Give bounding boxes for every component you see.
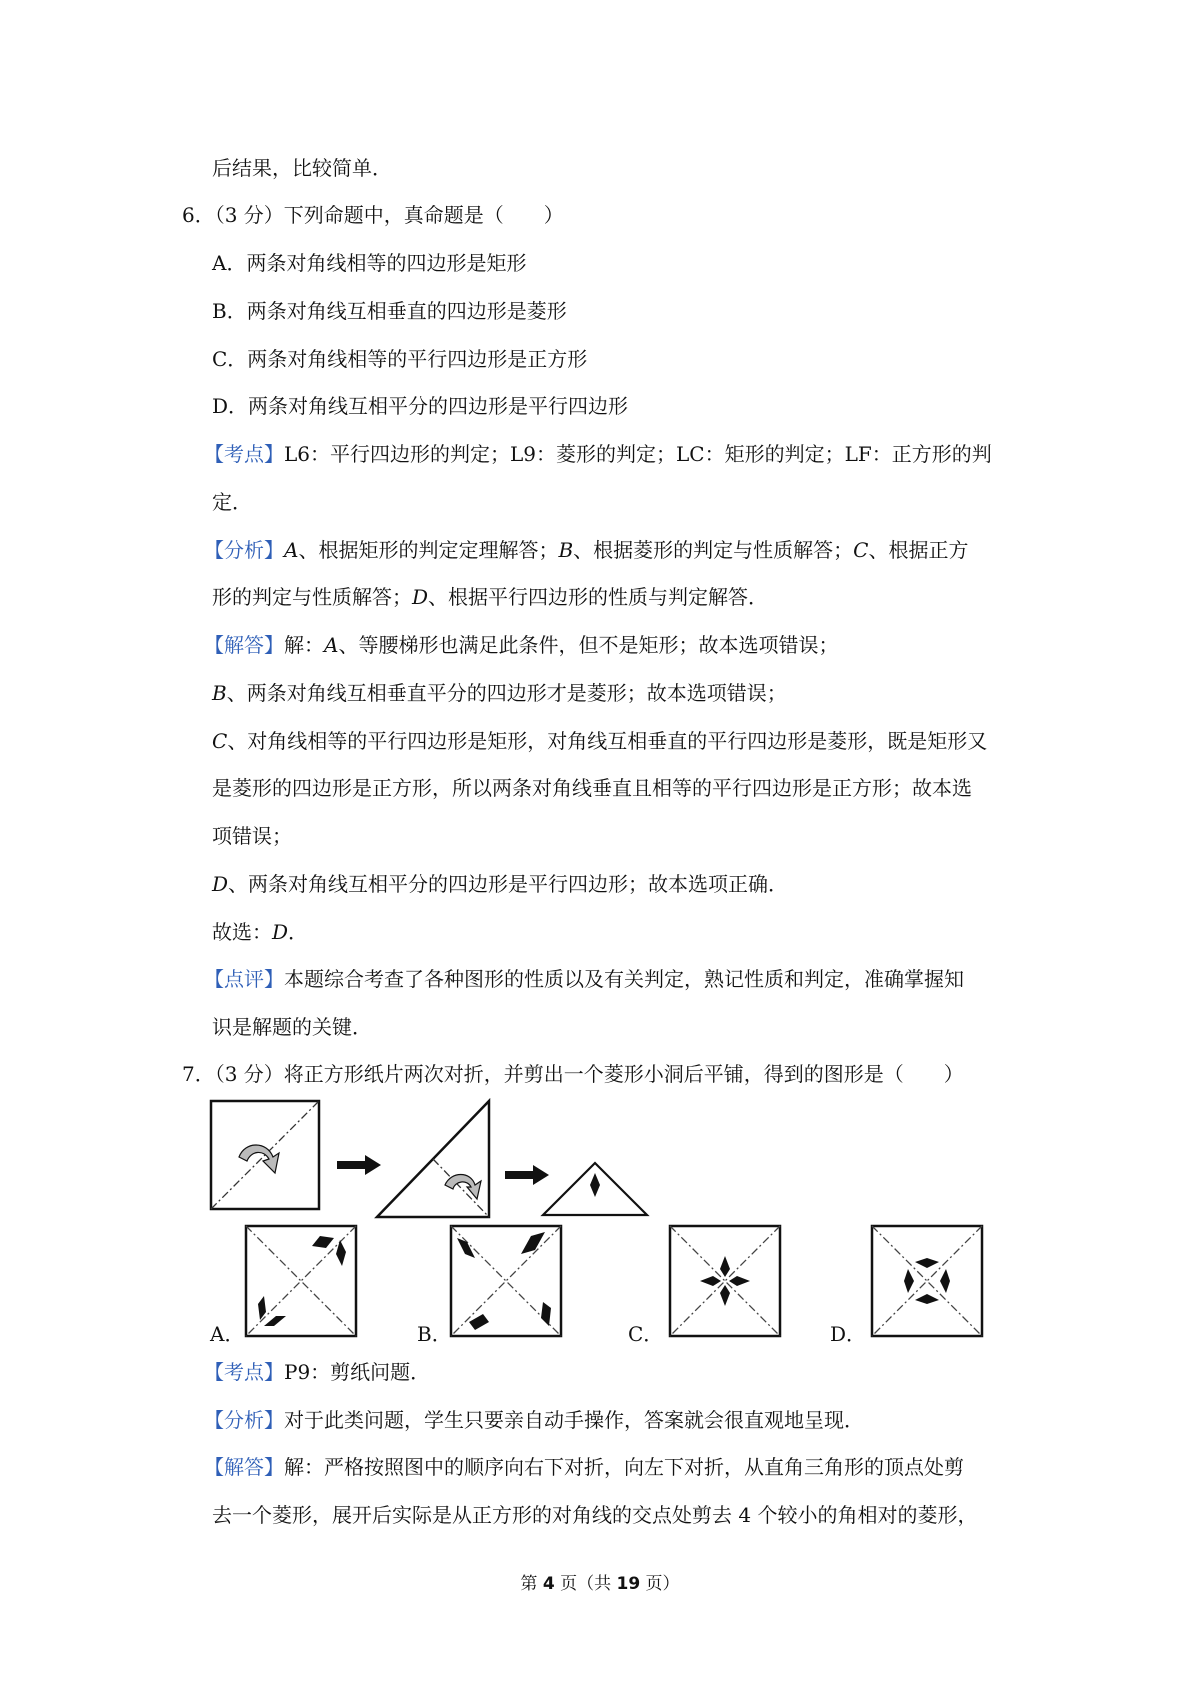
page-number: 4 (542, 1574, 555, 1594)
variable: A (284, 538, 299, 562)
kaodian-line (204, 440, 992, 468)
option-a: A．两条对角线相等的四边形是矩形 (212, 251, 527, 275)
variable: C (853, 538, 869, 562)
right-arrow-icon (505, 1165, 549, 1185)
kaodian-tag: 【考点】 (204, 1360, 284, 1384)
text: 、根据矩形的判定定理解答； (298, 538, 559, 562)
variable: B (558, 538, 574, 562)
option-d-label: D． (830, 1322, 867, 1346)
option-d-figure (868, 1222, 986, 1340)
total-pages: 19 (616, 1574, 641, 1594)
text-line (212, 870, 788, 898)
jieda-line (204, 1453, 964, 1481)
text: 、对角线相等的平行四边形是矩形，对角线互相垂直的平行四边形是菱形，既是矩形又 (227, 729, 988, 753)
option-c: C．两条对角线相等的平行四边形是正方形 (212, 347, 588, 371)
option-b-label: B． (417, 1322, 452, 1346)
text-line: 后结果，比较简单． (212, 156, 392, 180)
fenxi-line (204, 536, 968, 564)
kaodian-tag: 【考点】 (204, 442, 284, 466)
option-c-label: C． (628, 1322, 664, 1346)
footer-text: 第 (520, 1574, 543, 1594)
jieda-line (204, 631, 838, 659)
text-line: 是菱形的四边形是正方形，所以两条对角线垂直且相等的平行四边形是正方形；故本选 (212, 776, 972, 800)
text: 、两条对角线互相平分的四边形是平行四边形；故本选项正确． (228, 872, 789, 896)
variable: B (212, 681, 227, 705)
text-line (212, 583, 768, 611)
footer-text: 页） (640, 1574, 680, 1594)
variable: A (324, 633, 339, 657)
dianping-tag: 【点评】 (204, 967, 284, 991)
variable: D (412, 585, 429, 609)
text-line: 项错误； (212, 824, 292, 848)
page-footer (0, 1572, 1200, 1596)
fenxi-tag: 【分析】 (204, 1408, 284, 1432)
text-line: 去一个菱形，展开后实际是从正方形的对角线的交点处剪去 4 个较小的角相对的菱形， (212, 1503, 978, 1527)
text-line: 定． (212, 490, 252, 514)
variable: C (212, 729, 228, 753)
fenxi-line (204, 1406, 864, 1434)
text: P9：剪纸问题． (284, 1360, 431, 1384)
text: 、根据正方 (868, 538, 969, 562)
text: 对于此类问题，学生只要亲自动手操作，答案就会很直观地呈现． (284, 1408, 864, 1432)
text: 、两条对角线互相垂直平分的四边形才是菱形；故本选项错误； (226, 681, 787, 705)
text: 、根据菱形的判定与性质解答； (573, 538, 854, 562)
kaodian-line (204, 1358, 430, 1386)
question-6-stem: 6．（3 分）下列命题中，真命题是（ ） (182, 203, 564, 227)
text-line (212, 727, 987, 755)
jieda-tag: 【解答】 (204, 633, 284, 657)
kaodian-text: L6：平行四边形的判定；L9：菱形的判定；LC：矩形的判定；LF：正方形的判 (284, 442, 992, 466)
question-7-stem: 7．（3 分）将正方形纸片两次对折，并剪出一个菱形小洞后平铺，得到的图形是（ ） (182, 1062, 964, 1086)
folding-process-figure (205, 1095, 675, 1223)
option-c-figure (666, 1222, 784, 1340)
option-a-figure (242, 1222, 360, 1340)
variable: D (272, 920, 289, 944)
text: 解：严格按照图中的顺序向右下对折，向左下对折，从直角三角形的顶点处剪 (284, 1455, 964, 1479)
right-arrow-icon (337, 1155, 381, 1175)
text: 、根据平行四边形的性质与判定解答． (428, 585, 769, 609)
text: 、等腰梯形也满足此条件，但不是矩形；故本选项错误； (338, 633, 839, 657)
text: 解： (284, 633, 324, 657)
variable: D (212, 872, 229, 896)
text-line (212, 679, 787, 707)
text-line: 识是解题的关键． (212, 1015, 372, 1039)
fenxi-tag: 【分析】 (204, 538, 284, 562)
jieda-tag: 【解答】 (204, 1455, 284, 1479)
text: ． (288, 920, 309, 944)
option-a-label: A． (210, 1322, 245, 1346)
text: 故选： (212, 920, 272, 944)
text: 本题综合考查了各种图形的性质以及有关判定，熟记性质和判定，准确掌握知 (284, 967, 964, 991)
option-d: D．两条对角线互相平分的四边形是平行四边形 (212, 394, 629, 418)
option-b: B．两条对角线互相垂直的四边形是菱形 (212, 299, 567, 323)
footer-text: 页（共 (554, 1574, 617, 1594)
text: 形的判定与性质解答； (212, 585, 412, 609)
option-b-figure (447, 1222, 565, 1340)
text-line (212, 918, 308, 946)
dianping-line (204, 965, 964, 993)
